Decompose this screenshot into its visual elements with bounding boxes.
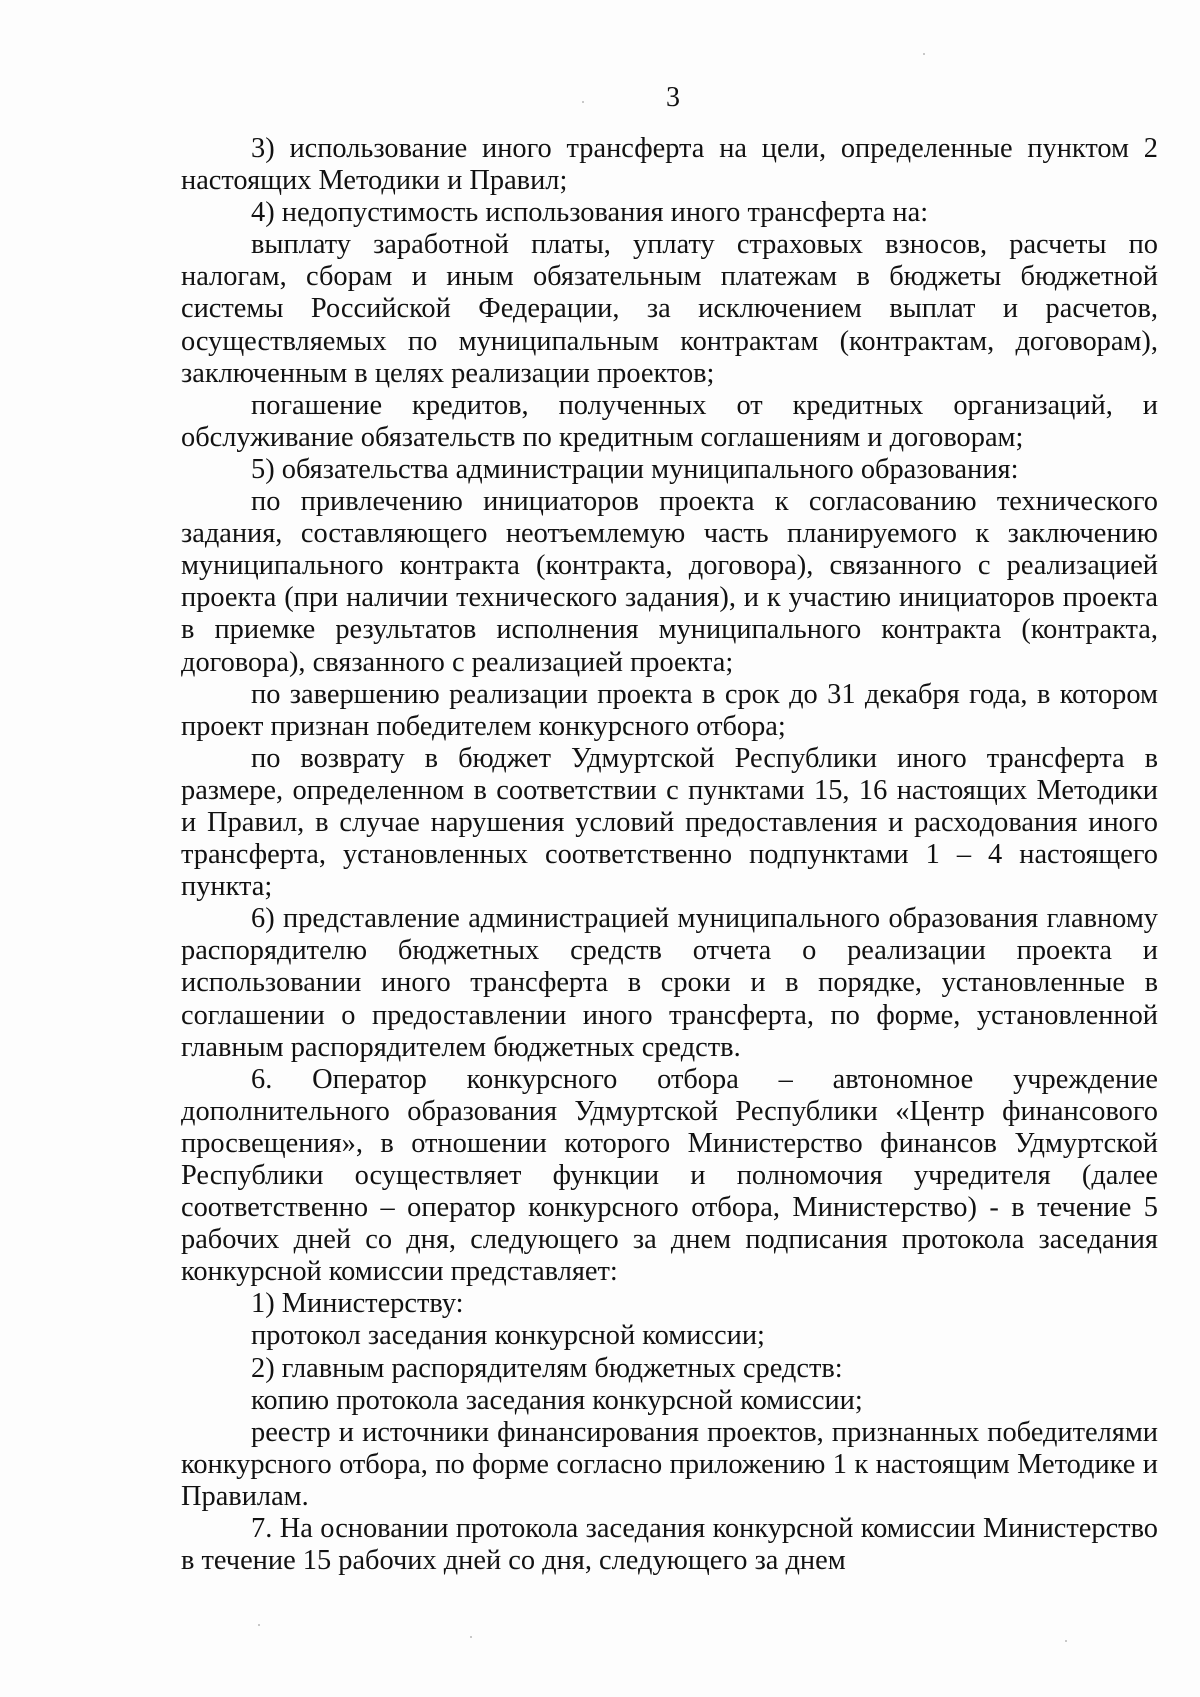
paragraph-initiators: по привлечению инициаторов проекта к согласованию технического задания, составляющего неотъемлемую часть планируемого к заключению муниципального контракта (контракта, договора), связанного с реализацией проекта (при наличии технического задания), и к участию инициаторов проекта в приемке результатов исполнения муниципального контракта (контракта, договора), связанного с реализацией проекта; (181, 486, 1158, 678)
scan-speck (923, 53, 925, 55)
paragraph-salary: выплату заработной платы, уплату страховых взносов, расчеты по налогам, сборам и иным обязательным платежам в бюджеты бюджетной системы Российской Федерации, за исключением выплат и расчетов, осуществляемых по муниципальным контрактам (контрактам, договорам), заключенным в целях реализации проектов; (181, 229, 1158, 389)
paragraph-item-6-report: 6) представление администрацией муниципального образования главному распорядителю бюджетных средств отчета о реализации проекта и использовании иного трансферта в сроки и в порядке, установленные в соглашении о предоставлении иного трансферта, по форме, установленной главным распорядителем бюджетных средств. (181, 903, 1158, 1063)
paragraph-section-7: 7. На основании протокола заседания конкурсной комиссии Министерство в течение 15 рабочих дней со дня, следующего за днем (181, 1513, 1158, 1577)
paragraph-budget-managers: 2) главным распорядителям бюджетных средств: (251, 1352, 843, 1384)
scan-speck (1065, 1640, 1067, 1642)
paragraph-item-4: 4) недопустимость использования иного трансферта на: (251, 197, 929, 229)
paragraph-loans: погашение кредитов, полученных от кредитных организаций, и обслуживание обязательств по кредитным соглашениям и договорам; (181, 389, 1158, 453)
scan-speck (582, 101, 584, 103)
paragraph-item-5: 5) обязательства администрации муниципального образования: (251, 453, 1019, 485)
scan-speck (258, 1624, 260, 1626)
page-number: 3 (666, 82, 680, 113)
paragraph-ministry: 1) Министерству: (251, 1288, 464, 1320)
paragraph-completion: по завершению реализации проекта в срок до 31 декабря года, в котором проект признан победителем конкурсного отбора; (181, 678, 1158, 742)
paragraph-refund: по возврату в бюджет Удмуртской Республики иного трансферта в размере, определенном в соответствии с пунктами 15, 16 настоящих Методики и Правил, в случае нарушения условий предоставления и расходования иного трансферта, установленных соответственно подпунктами 1 – 4 настоящего пункта; (181, 742, 1158, 903)
scan-speck (470, 1636, 472, 1638)
paragraph-item-3: 3) использование иного трансферта на цели, определенные пунктом 2 настоящих Методики и Правил; (181, 133, 1158, 197)
document-body (181, 133, 1158, 1577)
paragraph-section-6: 6. Оператор конкурсного отбора – автономное учреждение дополнительного образования Удмуртской Республики «Центр финансового просвещения», в отношении которого Министерство финансов Удмуртской Республики осуществляет функции и полномочия учредителя (далее соответственно – оператор конкурсного отбора, Министерство) - в течение 5 рабочих дней со дня, следующего за днем подписания протокола заседания конкурсной комиссии представляет: (181, 1063, 1158, 1288)
paragraph-protocol-copy: копию протокола заседания конкурсной комиссии; (251, 1384, 863, 1416)
paragraph-registry: реестр и источники финансирования проектов, признанных победителями конкурсного отбора, по форме согласно приложению 1 к настоящим Методике и Правилам. (181, 1416, 1158, 1512)
paragraph-protocol: протокол заседания конкурсной комиссии; (251, 1320, 765, 1352)
